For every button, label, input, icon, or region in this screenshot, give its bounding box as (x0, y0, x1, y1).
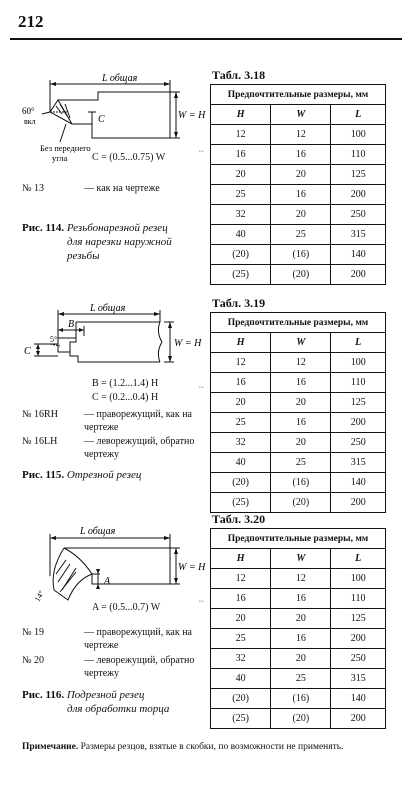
table-cell: 25 (271, 225, 331, 245)
table-row (211, 649, 386, 669)
fig114-label-C: C (98, 114, 105, 125)
table-cell: 16 (271, 185, 331, 205)
fig115-label-angle: 5° (50, 335, 58, 344)
table-row (211, 433, 386, 453)
table-cell: (20) (211, 473, 271, 493)
fig116-formula: A = (0.5...0.7) W (92, 602, 161, 613)
table-row (211, 669, 386, 689)
fig114-caption: Рис. 114. Резьбонарезной резец для нарезки наружной резьбы (22, 222, 172, 262)
column-header-W: W (271, 549, 331, 569)
table-cell: 315 (331, 453, 386, 473)
table-row (211, 629, 386, 649)
fig115-formula-C: C = (0.2...0.4) H (92, 392, 159, 403)
table-3-19 (210, 312, 386, 513)
table-cell: (20) (211, 689, 271, 709)
table-cell: (16) (271, 689, 331, 709)
table-cell: 12 (271, 569, 331, 589)
table-3-18-caption: Табл. 3.18 (212, 68, 266, 82)
table-cell: 250 (331, 205, 386, 225)
table-cell: 25 (271, 453, 331, 473)
table-cell: (25) (211, 265, 271, 285)
table-cell: 110 (331, 589, 386, 609)
table-cell: 200 (331, 709, 386, 729)
fig114-label-angle2: вкл (24, 117, 36, 126)
table-cell: 200 (331, 413, 386, 433)
table-cell: (20) (271, 493, 331, 513)
table-cell: 110 (331, 145, 386, 165)
table-cell: 20 (271, 609, 331, 629)
fig114-label-L: L общая (102, 73, 138, 84)
table-cell: 32 (211, 205, 271, 225)
fig115-label-L: L общая (90, 303, 126, 314)
page-number: 212 (18, 12, 44, 31)
table-row (211, 473, 386, 493)
table-row (211, 165, 386, 185)
fig116-caption: Рис. 116. Подрезной резец для обработки торца (22, 689, 170, 715)
table-cell: 12 (271, 353, 331, 373)
table-cell: 140 (331, 689, 386, 709)
table-cell: 12 (211, 569, 271, 589)
table-row (211, 265, 386, 285)
table-cell: 16 (211, 145, 271, 165)
column-header-W: W (271, 105, 331, 125)
table-cell: 16 (271, 629, 331, 649)
table-cell: 140 (331, 473, 386, 493)
column-header-L: L (331, 333, 386, 353)
fig116-side-mark: ⁝ (197, 600, 205, 603)
table-row (211, 589, 386, 609)
table-cell: 32 (211, 649, 271, 669)
table-row (211, 493, 386, 513)
fig115-label-C: C (24, 346, 31, 357)
table-cell: 25 (211, 413, 271, 433)
table-cell: 125 (331, 165, 386, 185)
table-cell: 16 (271, 589, 331, 609)
table-cell: (16) (271, 245, 331, 265)
table-row (211, 205, 386, 225)
table-row (211, 225, 386, 245)
table-header-span: Предпочтительные размеры, мм (211, 85, 386, 105)
column-header-L: L (331, 549, 386, 569)
footnote: Примечание. Размеры резцов, взятые в скобки, по возможности не применять. (22, 742, 344, 752)
column-header-H: H (211, 549, 271, 569)
table-row (211, 453, 386, 473)
table-row (211, 185, 386, 205)
table-cell: 125 (331, 609, 386, 629)
table-cell: (25) (211, 493, 271, 513)
column-header-H: H (211, 105, 271, 125)
fig114-note: № 13 — как на чертеже (22, 183, 160, 194)
figure-115-drawing (20, 300, 200, 380)
table-row (211, 609, 386, 629)
table-row (211, 353, 386, 373)
table-row (211, 569, 386, 589)
table-cell: 125 (331, 393, 386, 413)
fig115-note-right: № 16RH — праворежущий, как на чертеже (22, 409, 192, 433)
table-row (211, 145, 386, 165)
table-3-19-caption: Табл. 3.19 (212, 296, 266, 310)
table-cell: (16) (271, 473, 331, 493)
table-cell: 16 (271, 145, 331, 165)
table-cell: 20 (211, 165, 271, 185)
table-cell: 40 (211, 669, 271, 689)
table-cell: 12 (211, 353, 271, 373)
table-cell: 20 (271, 433, 331, 453)
fig116-label-A: A (104, 576, 111, 587)
table-cell: 20 (211, 393, 271, 413)
table-cell: 100 (331, 125, 386, 145)
fig116-label-WH: W = H (178, 562, 206, 573)
table-row (211, 709, 386, 729)
fig115-side-mark: ⁝ (197, 386, 205, 389)
table-cell: 200 (331, 185, 386, 205)
table-cell: 20 (271, 393, 331, 413)
table-cell: 16 (211, 373, 271, 393)
column-header-H: H (211, 333, 271, 353)
fig114-side-mark: ⁝ (197, 150, 205, 153)
table-row (211, 689, 386, 709)
fig116-note-right: № 19 — праворежущий, как на чертеже (22, 627, 192, 651)
fig114-formula: C = (0.5...0.75) W (92, 152, 166, 163)
table-row (211, 245, 386, 265)
fig116-label-L: L общая (80, 526, 116, 537)
fig114-label-WH: W = H (178, 110, 206, 121)
table-cell: 25 (211, 629, 271, 649)
table-row (211, 413, 386, 433)
table-cell: 16 (211, 589, 271, 609)
table-cell: 315 (331, 669, 386, 689)
fig114-label-angle: 60° (22, 106, 35, 116)
table-cell: 20 (271, 165, 331, 185)
table-cell: 40 (211, 453, 271, 473)
table-cell: 140 (331, 245, 386, 265)
fig115-label-B: B (68, 319, 75, 330)
table-cell: 200 (331, 493, 386, 513)
header-rule (10, 38, 402, 40)
fig115-note-left: № 16LH — леворежущий, обратно чертежу (22, 436, 195, 460)
table-cell: 25 (211, 185, 271, 205)
table-cell: 250 (331, 649, 386, 669)
table-header-span: Предпочтительные размеры, мм (211, 529, 386, 549)
fig116-note-left: № 20 — леворежущий, обратно чертежу (22, 655, 195, 679)
fig114-label-front2: угла (52, 153, 68, 163)
table-cell: 110 (331, 373, 386, 393)
table-row (211, 373, 386, 393)
table-cell: 315 (331, 225, 386, 245)
table-header-span: Предпочтительные размеры, мм (211, 313, 386, 333)
table-cell: 12 (271, 125, 331, 145)
table-cell: 12 (211, 125, 271, 145)
fig115-label-WH: W = H (174, 338, 202, 349)
table-row (211, 125, 386, 145)
table-cell: 20 (271, 649, 331, 669)
table-cell: 200 (331, 629, 386, 649)
figure-116-drawing (20, 520, 206, 610)
table-cell: 20 (211, 609, 271, 629)
table-cell: 250 (331, 433, 386, 453)
fig115-caption: Рис. 115. Отрезной резец (22, 469, 142, 481)
table-cell: (20) (211, 245, 271, 265)
fig114-label-front1: Без переднего (40, 143, 91, 153)
table-cell: 25 (271, 669, 331, 689)
table-cell: 20 (271, 205, 331, 225)
table-cell: 200 (331, 265, 386, 285)
table-row (211, 393, 386, 413)
table-cell: (25) (211, 709, 271, 729)
table-cell: 16 (271, 373, 331, 393)
column-header-W: W (271, 333, 331, 353)
fig116-label-angle: 14° (32, 588, 47, 604)
table-cell: 100 (331, 569, 386, 589)
table-3-18 (210, 84, 386, 285)
column-header-L: L (331, 105, 386, 125)
table-3-20 (210, 528, 386, 729)
table-cell: 16 (271, 413, 331, 433)
table-cell: 40 (211, 225, 271, 245)
table-cell: (20) (271, 265, 331, 285)
table-cell: 32 (211, 433, 271, 453)
table-cell: 100 (331, 353, 386, 373)
table-3-20-caption: Табл. 3.20 (212, 512, 266, 526)
table-cell: (20) (271, 709, 331, 729)
fig115-formula-B: B = (1.2...1.4) H (92, 378, 159, 389)
